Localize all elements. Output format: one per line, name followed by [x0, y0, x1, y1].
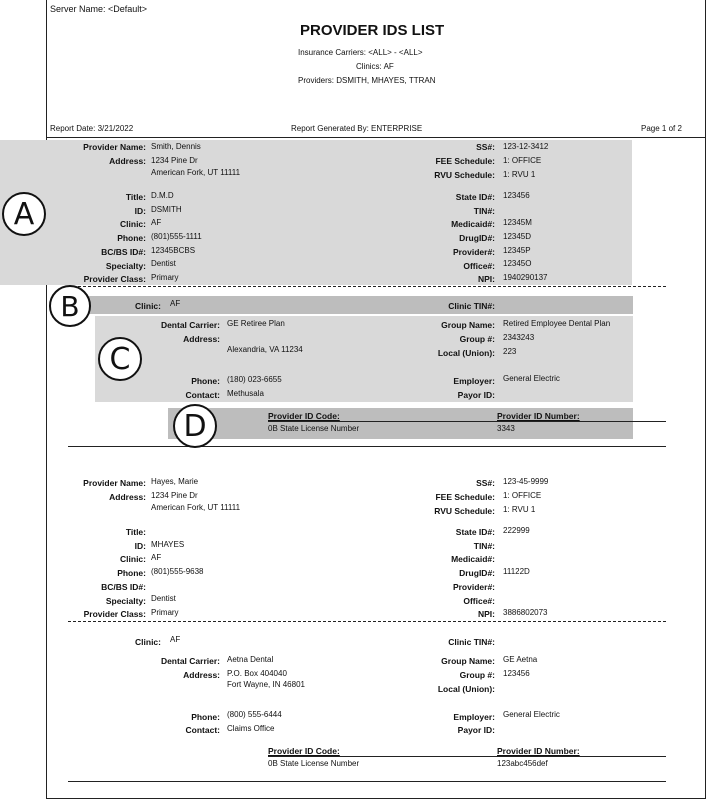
carrier-contact: Claims Office — [227, 724, 275, 733]
label-title: Title: — [125, 527, 146, 537]
provider-drug: 12345D — [503, 232, 532, 241]
label-carrier-phone: Phone: — [191, 376, 220, 386]
callout-marker-d: D — [173, 404, 217, 448]
group-number: 123456 — [503, 669, 530, 678]
provider-id-number: 123abc456def — [497, 759, 548, 768]
provider-id-code: 0B State License Number — [268, 759, 360, 768]
label-tin: TIN#: — [473, 206, 495, 216]
group-name: GE Aetna — [503, 655, 538, 664]
label-title: Title: — [125, 192, 146, 202]
clinic-code: AF — [170, 635, 181, 644]
address-line2: American Fork, UT 11111 — [151, 503, 241, 512]
label-bcbs: BC/BS ID#: — [101, 582, 146, 592]
callout-marker-a: A — [2, 192, 46, 236]
label-rvu: RVU Schedule: — [434, 170, 495, 180]
label-carrier-address: Address: — [183, 334, 220, 344]
label-phone: Phone: — [117, 233, 146, 243]
provider-id-number-header: Provider ID Number: — [497, 411, 580, 421]
provider-clinic: AF — [151, 218, 162, 227]
provider-id-header-rule — [268, 421, 666, 422]
address-line2: American Fork, UT 11111 — [151, 168, 241, 177]
label-id: ID: — [134, 206, 146, 216]
label-payor-id: Payor ID: — [457, 390, 495, 400]
filter-clinics: Clinics: AF — [356, 62, 394, 71]
provider-ss: 123-45-9999 — [503, 477, 549, 486]
label-bcbs: BC/BS ID#: — [101, 247, 146, 257]
report-title: PROVIDER IDS LIST — [300, 22, 445, 39]
label-contact: Contact: — [185, 725, 220, 735]
label-dental-carrier: Dental Carrier: — [160, 656, 220, 666]
label-payor-id: Payor ID: — [457, 725, 495, 735]
provider-specialty: Dentist — [151, 259, 176, 268]
section-divider — [68, 621, 666, 622]
label-group-no: Group #: — [459, 334, 495, 344]
label-specialty: Specialty: — [105, 261, 146, 271]
label-provider-name: Provider Name: — [83, 478, 146, 488]
label-office: Office#: — [463, 261, 495, 271]
employer: General Electric — [503, 374, 560, 383]
server-name: Server Name: <Default> — [50, 4, 148, 14]
label-specialty: Specialty: — [105, 596, 146, 606]
provider-number: 12345P — [503, 246, 531, 255]
dental-carrier: GE Retiree Plan — [227, 319, 285, 328]
label-phone: Phone: — [117, 568, 146, 578]
section-divider — [68, 286, 666, 287]
provider-class: Primary — [151, 273, 179, 282]
label-drug: DrugID#: — [459, 233, 495, 243]
label-npi: NPI: — [478, 609, 495, 619]
label-rvu: RVU Schedule: — [434, 506, 495, 516]
provider-id: MHAYES — [151, 540, 185, 549]
group-number: 2343243 — [503, 333, 535, 342]
header-rule — [46, 137, 706, 138]
label-employer: Employer: — [453, 376, 495, 386]
label-local-union: Local (Union): — [437, 684, 495, 694]
carrier-phone: (800) 555-6444 — [227, 710, 282, 719]
label-state-id: State ID#: — [455, 192, 495, 202]
callout-marker-b: B — [49, 285, 91, 327]
label-medicaid: Medicaid#: — [451, 219, 495, 229]
label-drug: DrugID#: — [459, 568, 495, 578]
label-provider-no: Provider#: — [452, 247, 495, 257]
provider-name: Hayes, Marie — [151, 477, 199, 486]
label-group-name: Group Name: — [441, 320, 495, 330]
provider-ss: 123-12-3412 — [503, 142, 549, 151]
carrier-contact: Methusala — [227, 389, 264, 398]
provider-class: Primary — [151, 608, 179, 617]
provider-office: 12345O — [503, 259, 532, 268]
provider-state-id: 222999 — [503, 526, 530, 535]
label-provider-class: Provider Class: — [83, 274, 146, 284]
provider-bcbs: 12345BCBS — [151, 246, 196, 255]
generated-by: Report Generated By: ENTERPRISE — [291, 124, 423, 133]
provider-id-code: 0B State License Number — [268, 424, 360, 433]
address-line1: 1234 Pine Dr — [151, 156, 198, 165]
label-clinic-code: Clinic: — [135, 301, 161, 311]
provider-id-code-header: Provider ID Code: — [268, 746, 340, 756]
clinic-code: AF — [170, 299, 181, 308]
provider-specialty: Dentist — [151, 594, 176, 603]
label-local-union: Local (Union): — [437, 348, 495, 358]
callout-marker-c: C — [98, 337, 142, 381]
label-fee: FEE Schedule: — [435, 492, 495, 502]
label-address: Address: — [109, 492, 146, 502]
provider-rvu: 1: RVU 1 — [503, 505, 536, 514]
provider-name: Smith, Dennis — [151, 142, 201, 151]
label-group-no: Group #: — [459, 670, 495, 680]
carrier-address-line2: Alexandria, VA 11234 — [227, 345, 303, 354]
label-state-id: State ID#: — [455, 527, 495, 537]
provider-phone: (801)555-1111 — [151, 232, 202, 241]
label-carrier-phone: Phone: — [191, 712, 220, 722]
provider-title: D.M.D — [151, 191, 174, 200]
label-clinic-tin: Clinic TIN#: — [448, 301, 495, 311]
provider-npi: 1940290137 — [503, 273, 548, 282]
carrier-address-line2: Fort Wayne, IN 46801 — [227, 680, 305, 689]
label-provider-name: Provider Name: — [83, 142, 146, 152]
label-clinic: Clinic: — [120, 554, 146, 564]
record-divider — [68, 781, 666, 782]
provider-npi: 3886802073 — [503, 608, 548, 617]
employer: General Electric — [503, 710, 560, 719]
dental-carrier: Aetna Dental — [227, 655, 274, 664]
page-number: Page 1 of 2 — [641, 124, 682, 133]
provider-id-code-header: Provider ID Code: — [268, 411, 340, 421]
group-name: Retired Employee Dental Plan — [503, 319, 611, 328]
label-npi: NPI: — [478, 274, 495, 284]
provider-drug: 11122D — [503, 567, 530, 576]
provider-id-header-rule — [268, 756, 666, 757]
provider-clinic: AF — [151, 553, 162, 562]
label-clinic-tin: Clinic TIN#: — [448, 637, 495, 647]
label-carrier-address: Address: — [183, 670, 220, 680]
label-id: ID: — [134, 541, 146, 551]
label-dental-carrier: Dental Carrier: — [160, 320, 220, 330]
carrier-address-line1: P.O. Box 404040 — [227, 669, 287, 678]
filter-carriers: Insurance Carriers: <ALL> - <ALL> — [298, 48, 423, 57]
record-divider — [68, 446, 666, 447]
label-tin: TIN#: — [473, 541, 495, 551]
label-clinic: Clinic: — [120, 219, 146, 229]
label-ss: SS#: — [476, 478, 495, 488]
provider-state-id: 123456 — [503, 191, 530, 200]
label-provider-no: Provider#: — [452, 582, 495, 592]
label-address: Address: — [109, 156, 146, 166]
local-union: 223 — [503, 347, 517, 356]
label-medicaid: Medicaid#: — [451, 554, 495, 564]
provider-id-number: 3343 — [497, 424, 515, 433]
address-line1: 1234 Pine Dr — [151, 491, 198, 500]
provider-fee: 1: OFFICE — [503, 491, 542, 500]
provider-phone: (801)555-9638 — [151, 567, 204, 576]
label-fee: FEE Schedule: — [435, 156, 495, 166]
label-ss: SS#: — [476, 142, 495, 152]
carrier-phone: (180) 023-6655 — [227, 375, 282, 384]
label-group-name: Group Name: — [441, 656, 495, 666]
provider-medicaid: 12345M — [503, 218, 532, 227]
filter-providers: Providers: DSMITH, MHAYES, TTRAN — [298, 76, 436, 85]
label-clinic-code: Clinic: — [135, 637, 161, 647]
label-provider-class: Provider Class: — [83, 609, 146, 619]
report-date: Report Date: 3/21/2022 — [50, 124, 134, 133]
provider-fee: 1: OFFICE — [503, 156, 542, 165]
provider-id: DSMITH — [151, 205, 182, 214]
label-contact: Contact: — [185, 390, 220, 400]
label-office: Office#: — [463, 596, 495, 606]
provider-id-number-header: Provider ID Number: — [497, 746, 580, 756]
label-employer: Employer: — [453, 712, 495, 722]
provider-rvu: 1: RVU 1 — [503, 170, 536, 179]
